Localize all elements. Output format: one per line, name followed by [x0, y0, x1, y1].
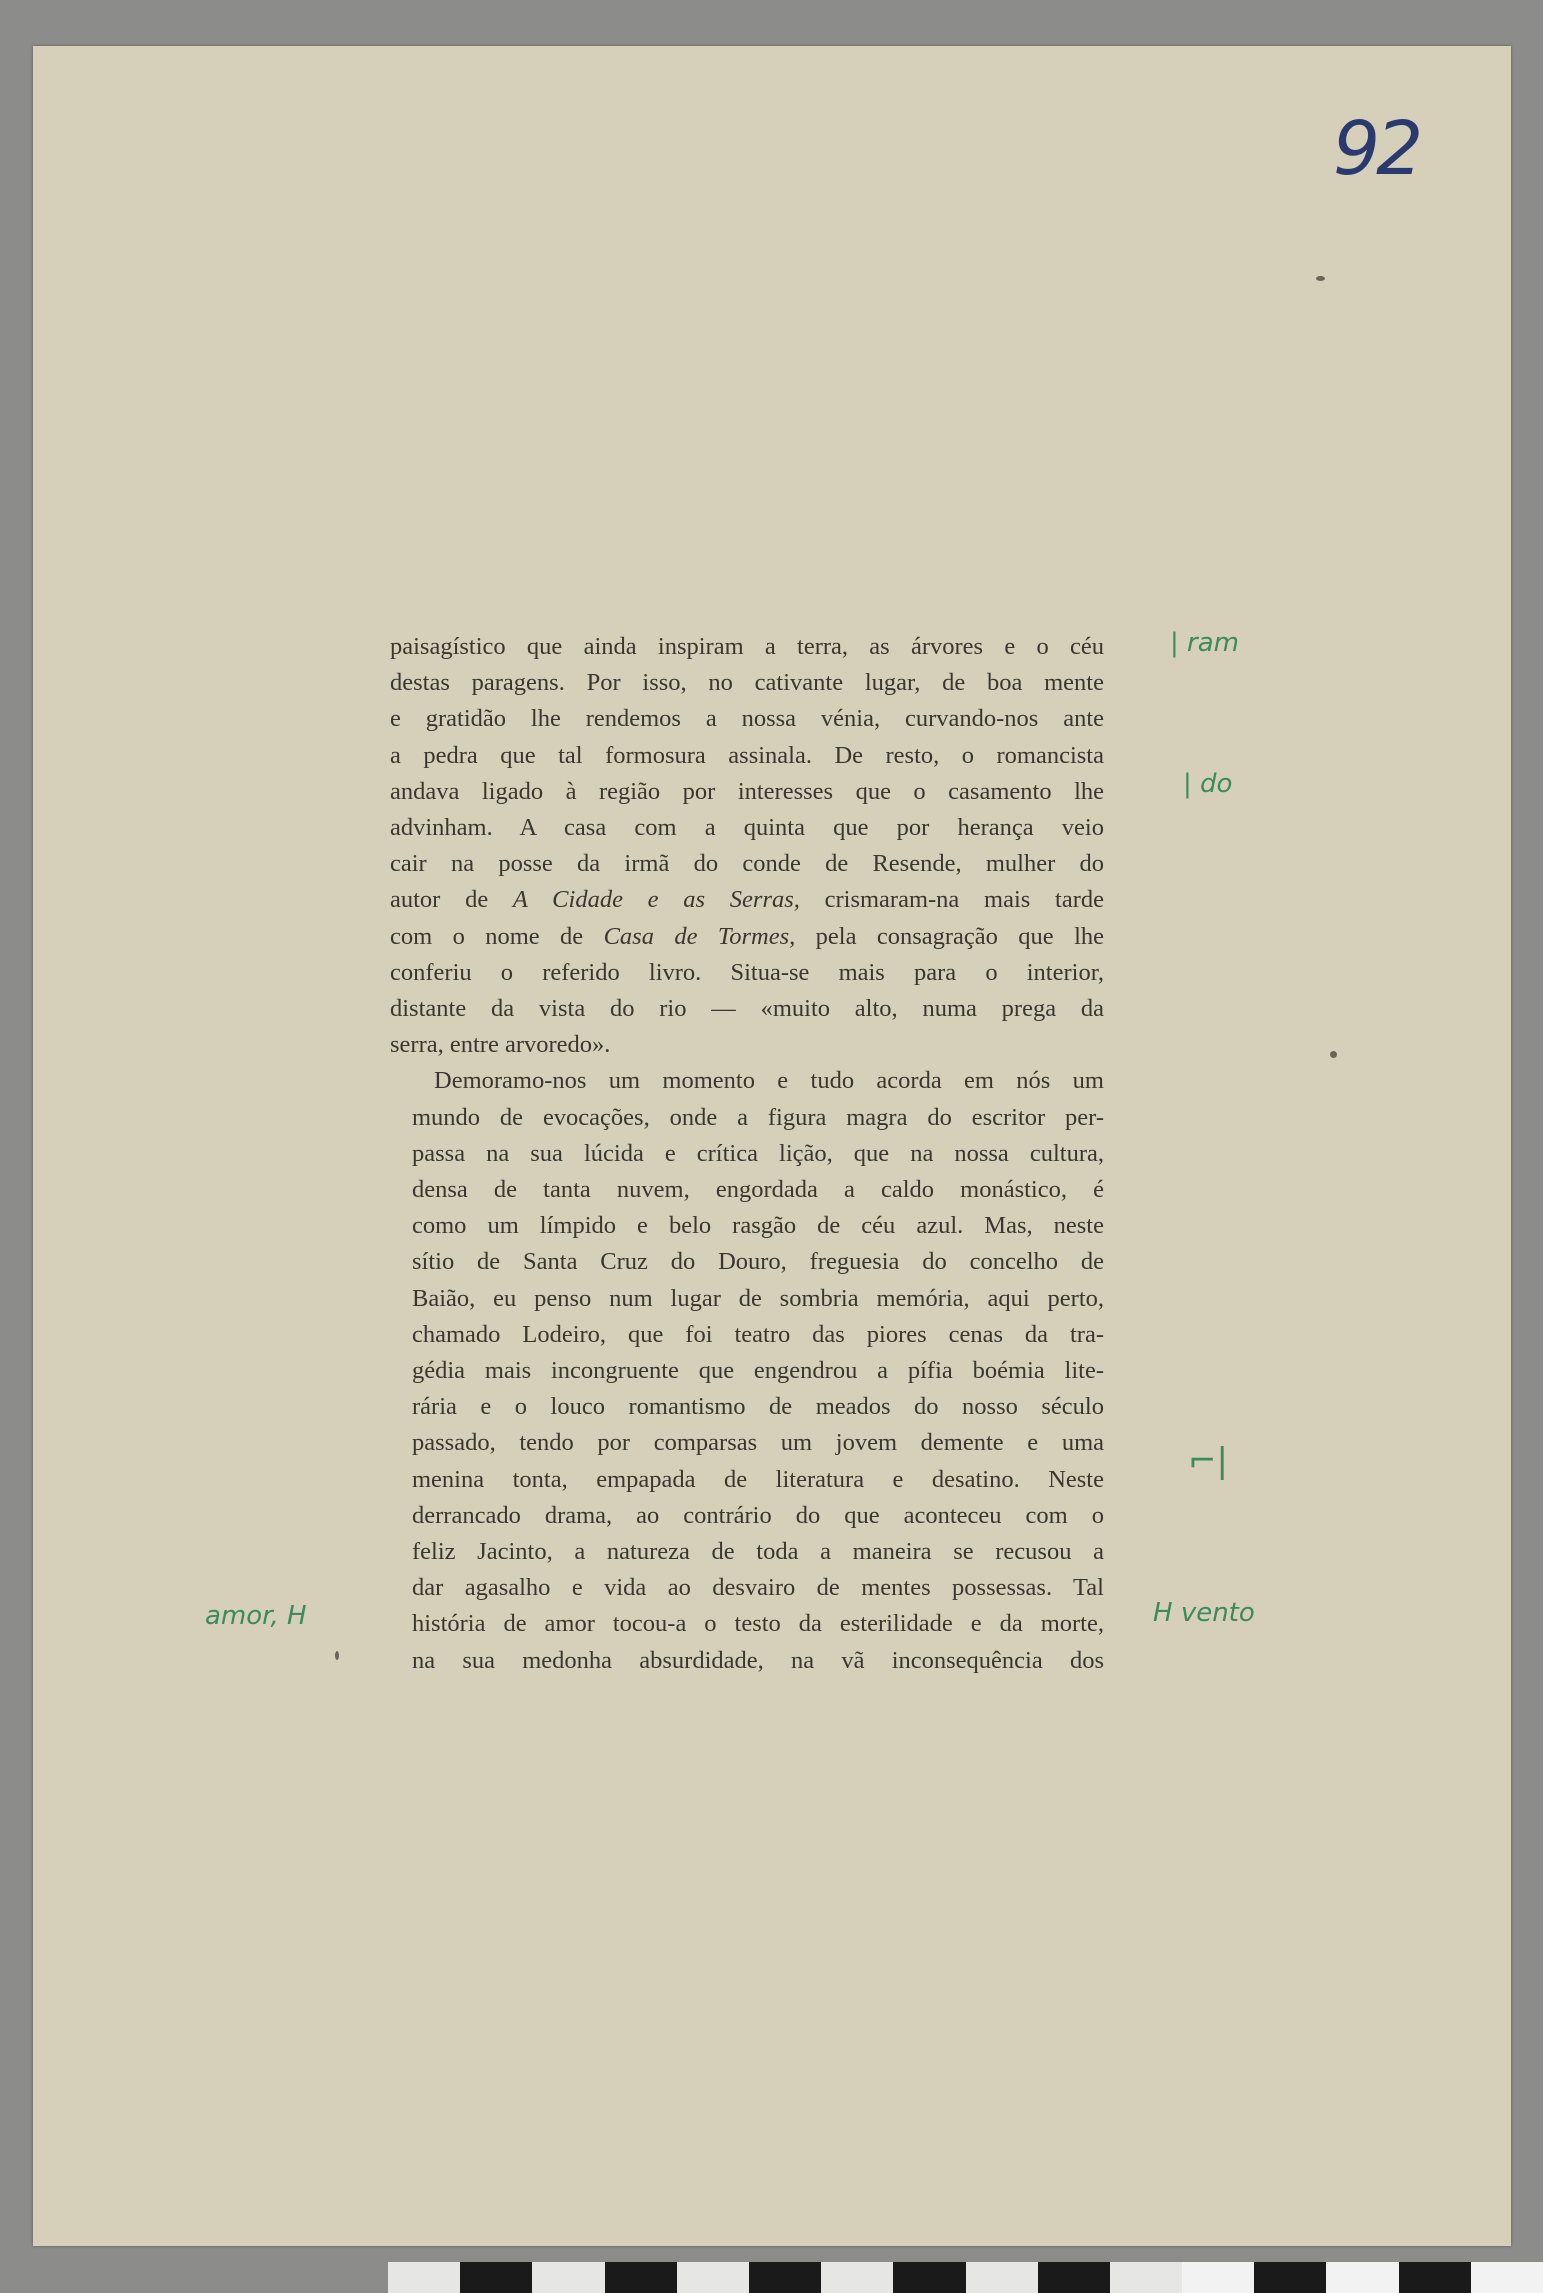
- text-line: densa de tanta nuvem, engordada a caldo monástico, é: [412, 1176, 1104, 1204]
- ruler-segment: [1399, 2262, 1471, 2293]
- ruler-segment: [1471, 2262, 1543, 2293]
- text-line: destas paragens. Por isso, no cativante lugar, de boa mente: [390, 669, 1104, 697]
- margin-note-ram: | ram: [1170, 628, 1239, 658]
- paper-speck: [335, 1651, 339, 1660]
- text-run: autor de: [390, 886, 513, 914]
- text-line: passa na sua lúcida e crítica lição, que na nossa cultura,: [412, 1139, 1104, 1167]
- margin-note-vento: H vento: [1153, 1598, 1255, 1628]
- text-line: história de amor tocou-a o testo da esterilidade e da morte,: [412, 1610, 1104, 1638]
- ruler-segment: [893, 2262, 965, 2293]
- text-line: sítio de Santa Cruz do Douro, freguesia do concelho de: [412, 1248, 1104, 1276]
- text-run: pela consagração que lhe: [795, 922, 1104, 950]
- text-line: passado, tendo por comparsas um jovem demente e uma: [412, 1429, 1104, 1457]
- ruler-segment: [1326, 2262, 1398, 2293]
- text-line: menina tonta, empapada de literatura e desatino. Neste: [412, 1465, 1104, 1493]
- ruler-segment: [532, 2262, 604, 2293]
- body-text: [390, 629, 1104, 1679]
- ruler-segment: [966, 2262, 1038, 2293]
- text-line: cair na posse da irmã do conde de Resende, mulher do: [390, 850, 1104, 878]
- ruler-segment: [677, 2262, 749, 2293]
- text-line: rária e o louco romantismo de meados do nosso século: [412, 1393, 1104, 1421]
- margin-note-do: | do: [1183, 769, 1233, 799]
- margin-note-amor: amor, H: [205, 1601, 307, 1631]
- ruler-segment: [605, 2262, 677, 2293]
- ruler-segment: [1182, 2262, 1254, 2293]
- paragraph-1: [390, 629, 1104, 1063]
- ruler-segment: [821, 2262, 893, 2293]
- paragraph-2: [390, 1063, 1104, 1678]
- text-line: advinham. A casa com a quinta que por herança veio: [390, 814, 1104, 842]
- text-line: feliz Jacinto, a natureza de toda a maneira se recusou a: [412, 1538, 1104, 1566]
- paper-speck: [1316, 276, 1325, 281]
- text-line: derrancado drama, ao contrário do que aconteceu com o: [412, 1501, 1104, 1529]
- text-line: conferiu o referido livro. Situa-se mais para o interior,: [390, 958, 1104, 986]
- book-title-italic: A Cidade e as Serras,: [512, 886, 800, 914]
- text-line: gédia mais incongruente que engendrou a pífia boémia lite-: [412, 1357, 1104, 1385]
- text-line: mundo de evocações, onde a figura magra do escritor per-: [412, 1103, 1104, 1131]
- page-number: 92: [1333, 106, 1420, 192]
- text-line: como um límpido e belo rasgão de céu azul. Mas, neste: [412, 1212, 1104, 1240]
- text-run: com o nome de: [390, 922, 604, 950]
- text-line: e gratidão lhe rendemos a nossa vénia, curvando-nos ante: [390, 705, 1104, 733]
- color-scale-ruler: [388, 2262, 1543, 2293]
- book-title-italic: Casa de Tormes,: [603, 922, 796, 950]
- text-run: crismaram-na mais tarde: [799, 886, 1104, 914]
- text-line: dar agasalho e vida ao desvairo de mentes possessas. Tal: [412, 1574, 1104, 1602]
- text-line: Baião, eu penso num lugar de sombria memória, aqui perto,: [412, 1284, 1104, 1312]
- document-page: [33, 46, 1511, 2246]
- ruler-segment: [460, 2262, 532, 2293]
- text-line: andava ligado à região por interesses que o casamento lhe: [390, 777, 1104, 805]
- ruler-segment: [1110, 2262, 1182, 2293]
- ruler-segment: [1254, 2262, 1326, 2293]
- text-line: distante da vista do rio — «muito alto, numa prega da: [390, 995, 1104, 1023]
- text-line: serra, entre arvoredo».: [390, 1031, 611, 1059]
- text-line: Demoramo-nos um momento e tudo acorda em nós um: [434, 1067, 1104, 1095]
- ruler-segment: [749, 2262, 821, 2293]
- text-line: a pedra que tal formosura assinala. De resto, o romancista: [390, 741, 1104, 769]
- paper-speck: [1330, 1051, 1337, 1058]
- ruler-segment: [1038, 2262, 1110, 2293]
- text-line: [390, 882, 1104, 918]
- text-line: na sua medonha absurdidade, na vã inconsequência dos: [412, 1646, 1104, 1674]
- ruler-segment: [388, 2262, 460, 2293]
- text-line: chamado Lodeiro, que foi teatro das piores cenas da tra-: [412, 1320, 1104, 1348]
- margin-note-paragraph-mark: ⌐|: [1188, 1441, 1228, 1481]
- text-line: [390, 919, 1104, 955]
- text-line: paisagístico que ainda inspiram a terra, as árvores e o céu: [390, 633, 1104, 660]
